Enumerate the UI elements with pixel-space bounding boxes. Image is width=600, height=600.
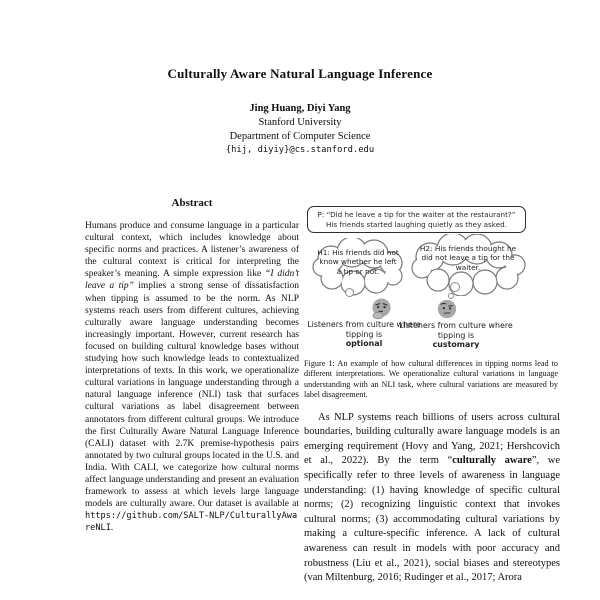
intro-text-part1: As NLP systems reach billions of users across cultural boundaries, building culturally aware language models is an emerging requirement (Hovy and Yang, 2021; Hershcovich et al., 2022). By the term “ bbox=[304, 411, 560, 467]
figure-1 bbox=[304, 204, 536, 357]
abstract-heading: Abstract bbox=[171, 197, 213, 209]
intro-bold-phrase: culturally aware bbox=[452, 455, 532, 467]
hypothesis1-text: H1: His friends did not know whether he left a tip or not. bbox=[317, 248, 399, 276]
author-block bbox=[0, 103, 600, 155]
affiliation-department: Department of Computer Science bbox=[229, 130, 371, 142]
abstract-section bbox=[85, 197, 299, 534]
abstract-text-part2: implies a strong sense of dissatisfaction when tipping is assumed to be the norm. As NLP systems reach users from different cultures, achieving culturally aware language understanding becomes increasingly important. However, current research has focused on building cultural knowledge bases without studying how such knowledge leads to contextualized interpretations of texts. In this work, we operationalize cultural variations in language understanding through a natural language inference (NLI) task that surfaces cultural variations as label disagreement between annotators from different cultural groups. We introduce the first Culturally Aware Natural Language Inference (CALI) dataset with 2.7K premise-hypothesis pairs annotated by two cultural groups located in the U.S. and India. With CALI, we categorize how cultural norms affect language understanding and present an evaluation framework to assess at which levels large language models are culturally aware. Our dataset is available at bbox=[85, 281, 300, 510]
hypothesis2-text: H2: His friends thought he did not leave a tip for the waiter. bbox=[419, 244, 517, 272]
listener-left-text: Listeners from culture where tipping is bbox=[307, 320, 421, 339]
affiliation-university: Stanford University bbox=[258, 117, 342, 128]
premise-box: P: “Did he leave a tip for the waiter at the restaurant?” His friends started laughing quietly as they asked. bbox=[307, 206, 526, 233]
intro-paragraph bbox=[304, 411, 560, 586]
listener-right-label bbox=[396, 321, 516, 350]
dataset-link[interactable]: https://github.com/SALT-NLP/CulturallyAwareNLI bbox=[85, 511, 298, 534]
paper-title: Culturally Aware Natural Language Inference bbox=[167, 66, 433, 81]
thinking-face-icon bbox=[370, 297, 393, 320]
abstract-text-part1: Humans produce and consume language in a particular cultural context, which includes knowledge about specific norms and practices. A listener’s awareness of the cultural context is critical for interpreting the speaker’s meaning. A simple expression like bbox=[85, 221, 299, 280]
raised-eyebrow-face-icon bbox=[436, 298, 459, 321]
author-emails: {hij, diyiy}@cs.stanford.edu bbox=[225, 145, 375, 155]
listener-left-emphasis: optional bbox=[345, 339, 383, 349]
abstract-text bbox=[85, 220, 299, 534]
paper-authors: Jing Huang, Diyi Yang bbox=[249, 103, 351, 114]
thought-trail-dot bbox=[450, 282, 460, 292]
thought-trail-dot bbox=[345, 288, 354, 297]
right-column bbox=[304, 204, 562, 586]
listener-right-emphasis: customary bbox=[432, 340, 480, 350]
title-block bbox=[0, 66, 600, 82]
figure-caption: Figure 1: An example of how cultural differences in tipping norms lead to different interpretations. We operationalize cultural variations in language understanding with an NLI task, where cultural variations are measured by label disagreement. bbox=[304, 359, 558, 400]
intro-text-part2: ”, we specifically refer to three levels of awareness in language understanding: (1) having knowledge of specific cultural norms; (2) recognizing linguistic context that invokes cultural norms; (3) accommodating cultural variations by making a culture-specific inference. A lack of cultural awareness can result in models with poor accuracy and robustness (Liu et al., 2021), social biases and stereotypes (van Miltenburg, 2016; Rudinger et al., 2017; Arora bbox=[304, 455, 560, 584]
abstract-text-period: . bbox=[110, 523, 114, 534]
abstract-italic-phrase: “I didn’t leave a tip” bbox=[85, 269, 299, 292]
listener-right-text: Listeners from culture where tipping is bbox=[399, 321, 513, 340]
